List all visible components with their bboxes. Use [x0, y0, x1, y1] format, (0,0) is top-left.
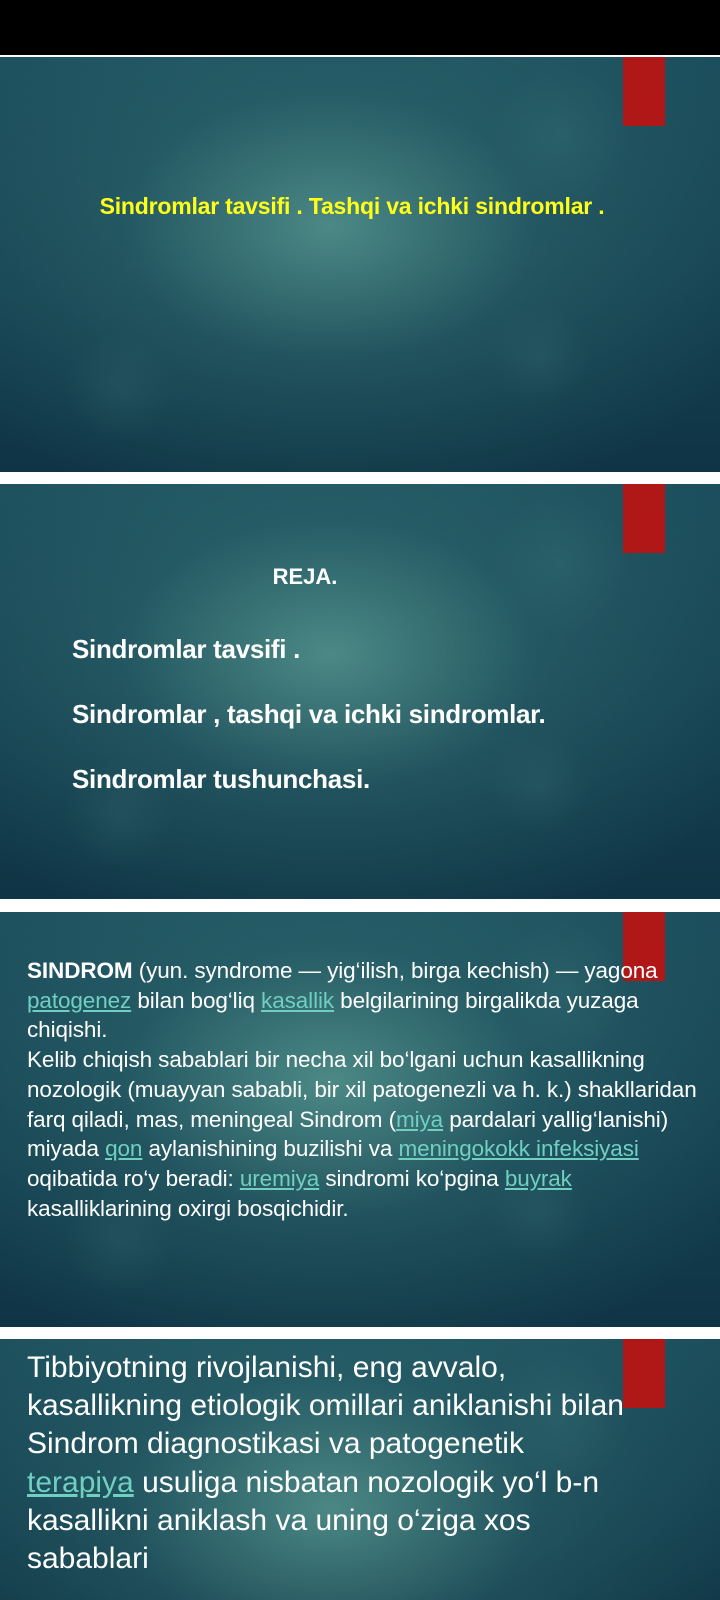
slide-4[interactable]: [0, 1339, 720, 1600]
top-status-bar: [0, 0, 720, 55]
text-run: pardalari yallig‘lanishi) miyada: [27, 1106, 669, 1162]
slide-title: Sindromlar tavsifi . Tashqi va ichki sindromlar .: [99, 193, 605, 219]
link-terapiya[interactable]: terapiya: [27, 1465, 134, 1499]
slide-3[interactable]: [0, 912, 720, 1327]
text-run: oqibatida ro‘y beradi:: [27, 1165, 240, 1191]
text-run: Kelib chiqish sabablari bir necha xil bo‘lgani uchun kasallikning nozologik (muayyan sababli, bir xil patogenezli va h. k.) shakllaridan farq qiladi, mas, meningeal Sindrom (: [27, 1047, 697, 1132]
plan-list: [72, 634, 545, 829]
link-uremiya[interactable]: uremiya: [239, 1165, 320, 1191]
plan-heading: REJA.: [272, 564, 338, 589]
definition-paragraph: [27, 956, 697, 1223]
link-miya[interactable]: miya: [395, 1106, 444, 1132]
plan-item: Sindromlar tushunchasi.: [72, 764, 370, 794]
slide-2[interactable]: [0, 484, 720, 899]
text-run: aylanishining buzilishi va: [142, 1136, 399, 1162]
text-run: Tibbiyotning rivojlanishi, eng avvalo, kasallikning etiologik omillari aniklanishi bilan Sindrom diagnostikasi va patogenetik: [27, 1351, 624, 1461]
link-buyrak[interactable]: buyrak: [504, 1165, 572, 1191]
slide-1[interactable]: [0, 57, 720, 472]
link-qon[interactable]: qon: [105, 1136, 143, 1162]
slide-accent-bar: [623, 484, 665, 553]
medicine-paragraph: [27, 1349, 627, 1578]
text-run: bilan bog‘liq: [131, 987, 262, 1013]
link-patogenez[interactable]: patogenez: [27, 987, 132, 1013]
slide-accent-bar: [623, 1339, 665, 1408]
text-run: belgilarining birgalikda yuzaga chiqishi.: [27, 987, 639, 1043]
term-syndrome: SINDROM: [27, 958, 133, 983]
text-run: usuliga nisbatan nozologik yo‘l b-n kasallikni aniklash va uning o‘ziga xos sabablari: [27, 1465, 600, 1576]
text-run: (yun. syndrome — yig‘ilish, birga kechish) — yagona: [132, 958, 658, 983]
link-meningokokk-infeksiyasi[interactable]: meningokokk infeksiyasi: [398, 1136, 639, 1162]
plan-item: Sindromlar tavsifi .: [72, 634, 301, 664]
plan-item: Sindromlar , tashqi va ichki sindromlar.: [72, 699, 546, 729]
slide-accent-bar: [623, 57, 665, 126]
text-run: kasalliklarining oxirgi bosqichidir.: [27, 1195, 349, 1221]
text-run: sindromi ko‘pgina: [319, 1165, 505, 1191]
link-kasallik[interactable]: kasallik: [261, 987, 335, 1013]
